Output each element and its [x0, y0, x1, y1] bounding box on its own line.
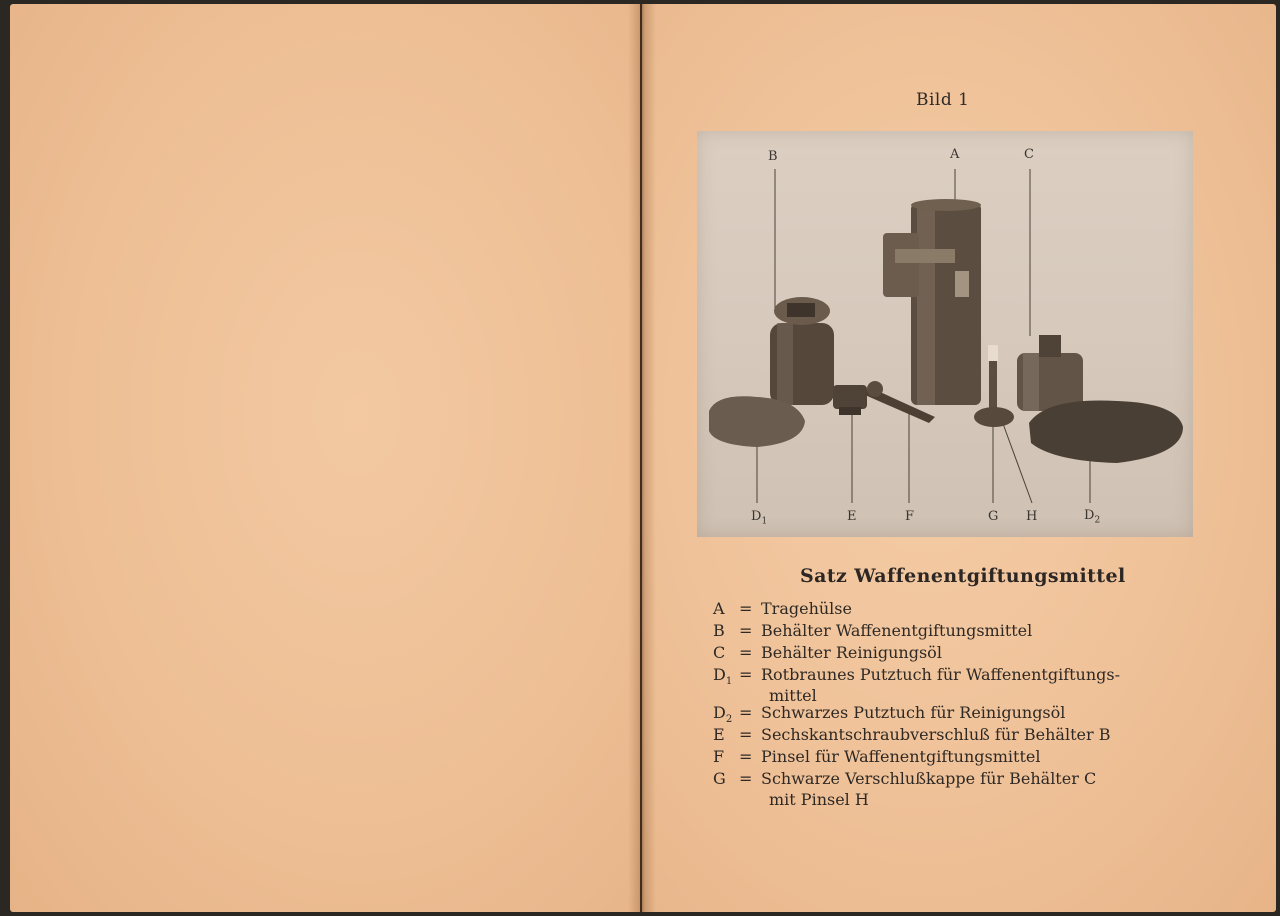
legend-equals: =	[739, 703, 753, 722]
book-gutter	[628, 4, 656, 912]
legend-text: Behälter Waffenentgiftungsmittel	[761, 621, 1033, 640]
legend-text: Pinsel für Waffenentgiftungsmittel	[761, 747, 1041, 766]
legend-equals: =	[739, 621, 753, 640]
legend-list	[713, 598, 1213, 809]
legend-key: $D_1$	[713, 665, 733, 688]
left-page-blank	[10, 4, 640, 912]
legend-item	[713, 664, 1213, 705]
legend-equals: =	[739, 643, 753, 662]
figure-title: Bild 1	[916, 90, 970, 110]
legend-text: Rotbraunes Putztuch für Waffenentgiftungs- mittel	[761, 664, 1201, 706]
legend-item	[713, 768, 1213, 809]
label-c: C	[1024, 147, 1034, 162]
legend-text: Behälter Reinigungsöl	[761, 643, 942, 662]
legend-text: Sechskantschraubverschluß für Behälter B	[761, 725, 1111, 744]
legend-item	[713, 702, 1213, 724]
legend-item	[713, 642, 1213, 664]
legend-text-continued: mittel	[769, 686, 817, 705]
legend-equals: =	[739, 769, 753, 788]
carrying-sleeve	[883, 199, 981, 405]
hex-cap-e	[833, 385, 867, 415]
legend-item	[713, 746, 1213, 768]
legend-text: Tragehülse	[761, 599, 852, 618]
legend-equals: =	[739, 665, 753, 684]
legend-key: G	[713, 769, 726, 788]
legend-key: $D_2$	[713, 703, 733, 726]
figure-caption: Satz Waffenentgiftungsmittel	[800, 565, 1126, 587]
legend-text-continued: mit Pinsel H	[769, 790, 869, 809]
legend-item	[713, 724, 1213, 746]
label-d2: $D_2$	[1084, 508, 1101, 526]
label-f: F	[905, 509, 915, 524]
label-a: A	[950, 147, 960, 162]
legend-equals: =	[739, 599, 753, 618]
label-e: E	[847, 509, 857, 524]
label-d1: $D_1$	[751, 509, 768, 527]
label-g: G	[988, 509, 999, 524]
legend-item	[713, 598, 1213, 620]
label-h: H	[1026, 509, 1038, 524]
legend-item	[713, 620, 1213, 642]
equipment-photo	[697, 131, 1193, 537]
legend-key: E	[713, 725, 725, 744]
legend-key: B	[713, 621, 725, 640]
container-b	[770, 297, 834, 405]
container-c	[1017, 335, 1083, 411]
label-b: B	[768, 149, 778, 164]
legend-equals: =	[739, 747, 753, 766]
cloth-d2	[1029, 400, 1183, 463]
legend-key: F	[713, 747, 725, 766]
legend-text: Schwarzes Putztuch für Reinigungsöl	[761, 703, 1066, 722]
legend-equals: =	[739, 725, 753, 744]
equipment-illustration	[697, 131, 1193, 537]
legend-key: A	[713, 599, 725, 618]
legend-key: C	[713, 643, 726, 662]
legend-text: Schwarze Verschlußkappe für Behälter C mit Pinsel H	[761, 768, 1201, 810]
